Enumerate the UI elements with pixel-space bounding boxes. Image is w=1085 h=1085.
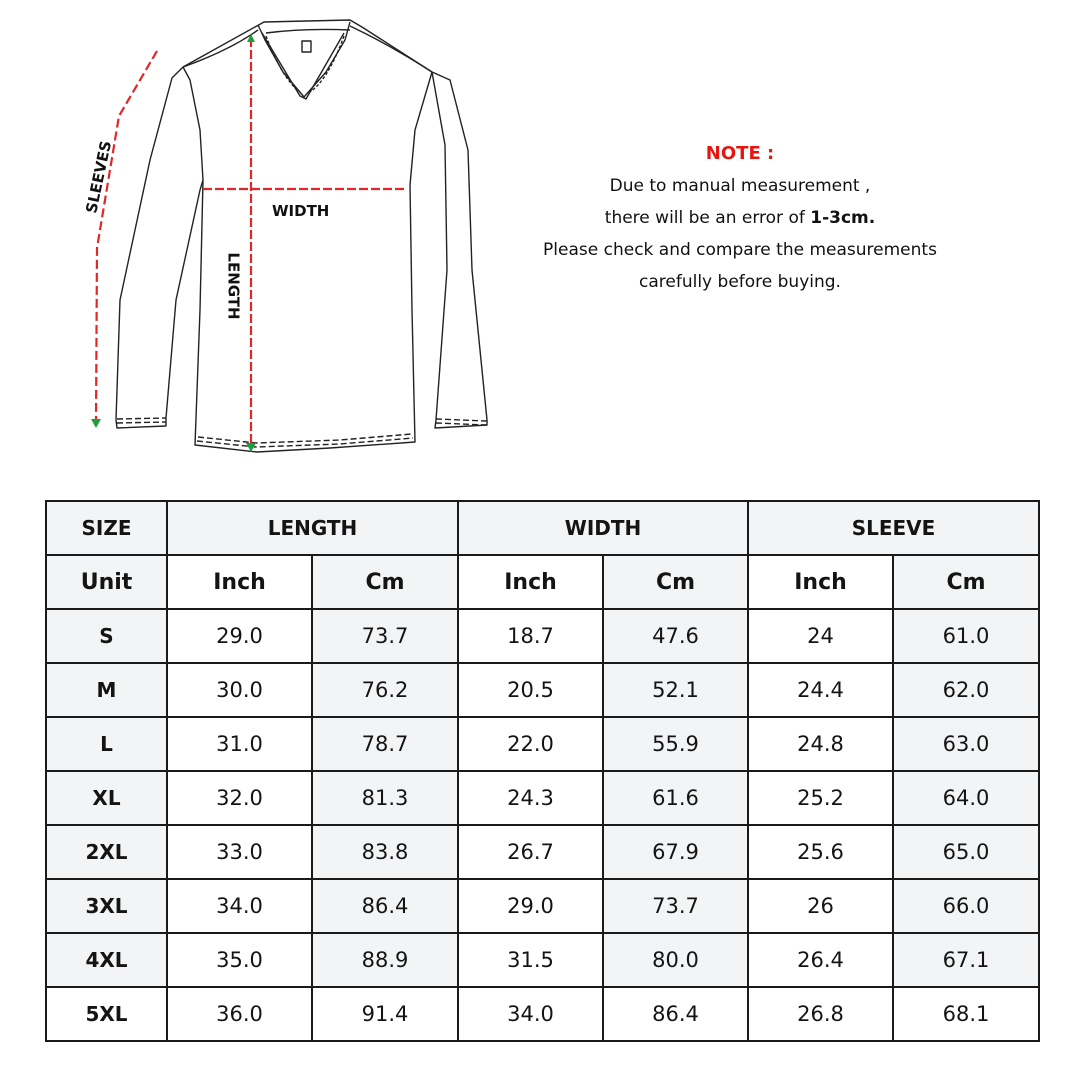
value-cell: 66.0: [893, 879, 1039, 933]
note-line-1: Due to manual measurement ,: [609, 176, 871, 196]
unit-cell: Cm: [312, 555, 458, 609]
header-row: [46, 501, 1039, 555]
value-cell: 32.0: [167, 771, 312, 825]
value-cell: 67.1: [893, 933, 1039, 987]
table-row: [46, 771, 1039, 825]
shirt-outline-icon: [0, 0, 500, 470]
value-cell: 26.7: [458, 825, 603, 879]
value-cell: 33.0: [167, 825, 312, 879]
value-cell: 25.6: [748, 825, 893, 879]
table-row: [46, 825, 1039, 879]
size-cell: 5XL: [46, 987, 167, 1041]
value-cell: 20.5: [458, 663, 603, 717]
value-cell: 29.0: [458, 879, 603, 933]
unit-cell: Cm: [603, 555, 748, 609]
value-cell: 73.7: [603, 879, 748, 933]
value-cell: 81.3: [312, 771, 458, 825]
unit-cell: Inch: [167, 555, 312, 609]
value-cell: 86.4: [603, 987, 748, 1041]
value-cell: 26.4: [748, 933, 893, 987]
value-cell: 25.2: [748, 771, 893, 825]
value-cell: 18.7: [458, 609, 603, 663]
header-width: WIDTH: [458, 501, 748, 555]
note-line-2: [510, 202, 970, 234]
table-row: [46, 987, 1039, 1041]
value-cell: 65.0: [893, 825, 1039, 879]
value-cell: 29.0: [167, 609, 312, 663]
value-cell: 67.9: [603, 825, 748, 879]
value-cell: 30.0: [167, 663, 312, 717]
header-length: LENGTH: [167, 501, 458, 555]
value-cell: 61.6: [603, 771, 748, 825]
value-cell: 55.9: [603, 717, 748, 771]
shirt-measurement-diagram: [0, 0, 500, 470]
value-cell: 68.1: [893, 987, 1039, 1041]
unit-label: Unit: [46, 555, 167, 609]
value-cell: 62.0: [893, 663, 1039, 717]
table-row: [46, 717, 1039, 771]
size-chart-table: [45, 500, 1040, 1042]
table-row: [46, 933, 1039, 987]
value-cell: 26.8: [748, 987, 893, 1041]
value-cell: 64.0: [893, 771, 1039, 825]
measurement-note: [510, 138, 970, 298]
size-cell: 4XL: [46, 933, 167, 987]
value-cell: 35.0: [167, 933, 312, 987]
value-cell: 36.0: [167, 987, 312, 1041]
value-cell: 73.7: [312, 609, 458, 663]
value-cell: 63.0: [893, 717, 1039, 771]
value-cell: 88.9: [312, 933, 458, 987]
value-cell: 31.0: [167, 717, 312, 771]
size-cell: XL: [46, 771, 167, 825]
note-line-2-text: there will be an error of: [604, 208, 811, 228]
value-cell: 76.2: [312, 663, 458, 717]
value-cell: 91.4: [312, 987, 458, 1041]
size-cell: S: [46, 609, 167, 663]
table-row: [46, 879, 1039, 933]
unit-row: [46, 555, 1039, 609]
size-cell: 2XL: [46, 825, 167, 879]
value-cell: 34.0: [458, 987, 603, 1041]
value-cell: 26: [748, 879, 893, 933]
value-cell: 24.3: [458, 771, 603, 825]
note-line-4: carefully before buying.: [639, 272, 841, 292]
value-cell: 24.4: [748, 663, 893, 717]
size-cell: M: [46, 663, 167, 717]
value-cell: 34.0: [167, 879, 312, 933]
value-cell: 86.4: [312, 879, 458, 933]
value-cell: 47.6: [603, 609, 748, 663]
unit-cell: Inch: [458, 555, 603, 609]
table-row: [46, 663, 1039, 717]
unit-cell: Inch: [748, 555, 893, 609]
size-cell: L: [46, 717, 167, 771]
value-cell: 80.0: [603, 933, 748, 987]
size-cell: 3XL: [46, 879, 167, 933]
unit-cell: Cm: [893, 555, 1039, 609]
length-label: LENGTH: [224, 252, 243, 320]
value-cell: 83.8: [312, 825, 458, 879]
sleeves-label: SLEEVES: [82, 139, 116, 215]
value-cell: 31.5: [458, 933, 603, 987]
note-line-3: Please check and compare the measurements: [543, 240, 937, 260]
width-label: WIDTH: [272, 202, 330, 220]
value-cell: 22.0: [458, 717, 603, 771]
table-row: [46, 609, 1039, 663]
value-cell: 52.1: [603, 663, 748, 717]
value-cell: 61.0: [893, 609, 1039, 663]
header-sleeve: SLEEVE: [748, 501, 1039, 555]
note-title: NOTE :: [705, 143, 775, 164]
value-cell: 78.7: [312, 717, 458, 771]
value-cell: 24: [748, 609, 893, 663]
value-cell: 24.8: [748, 717, 893, 771]
note-error-range: 1-3cm.: [810, 208, 876, 228]
header-size: SIZE: [46, 501, 167, 555]
